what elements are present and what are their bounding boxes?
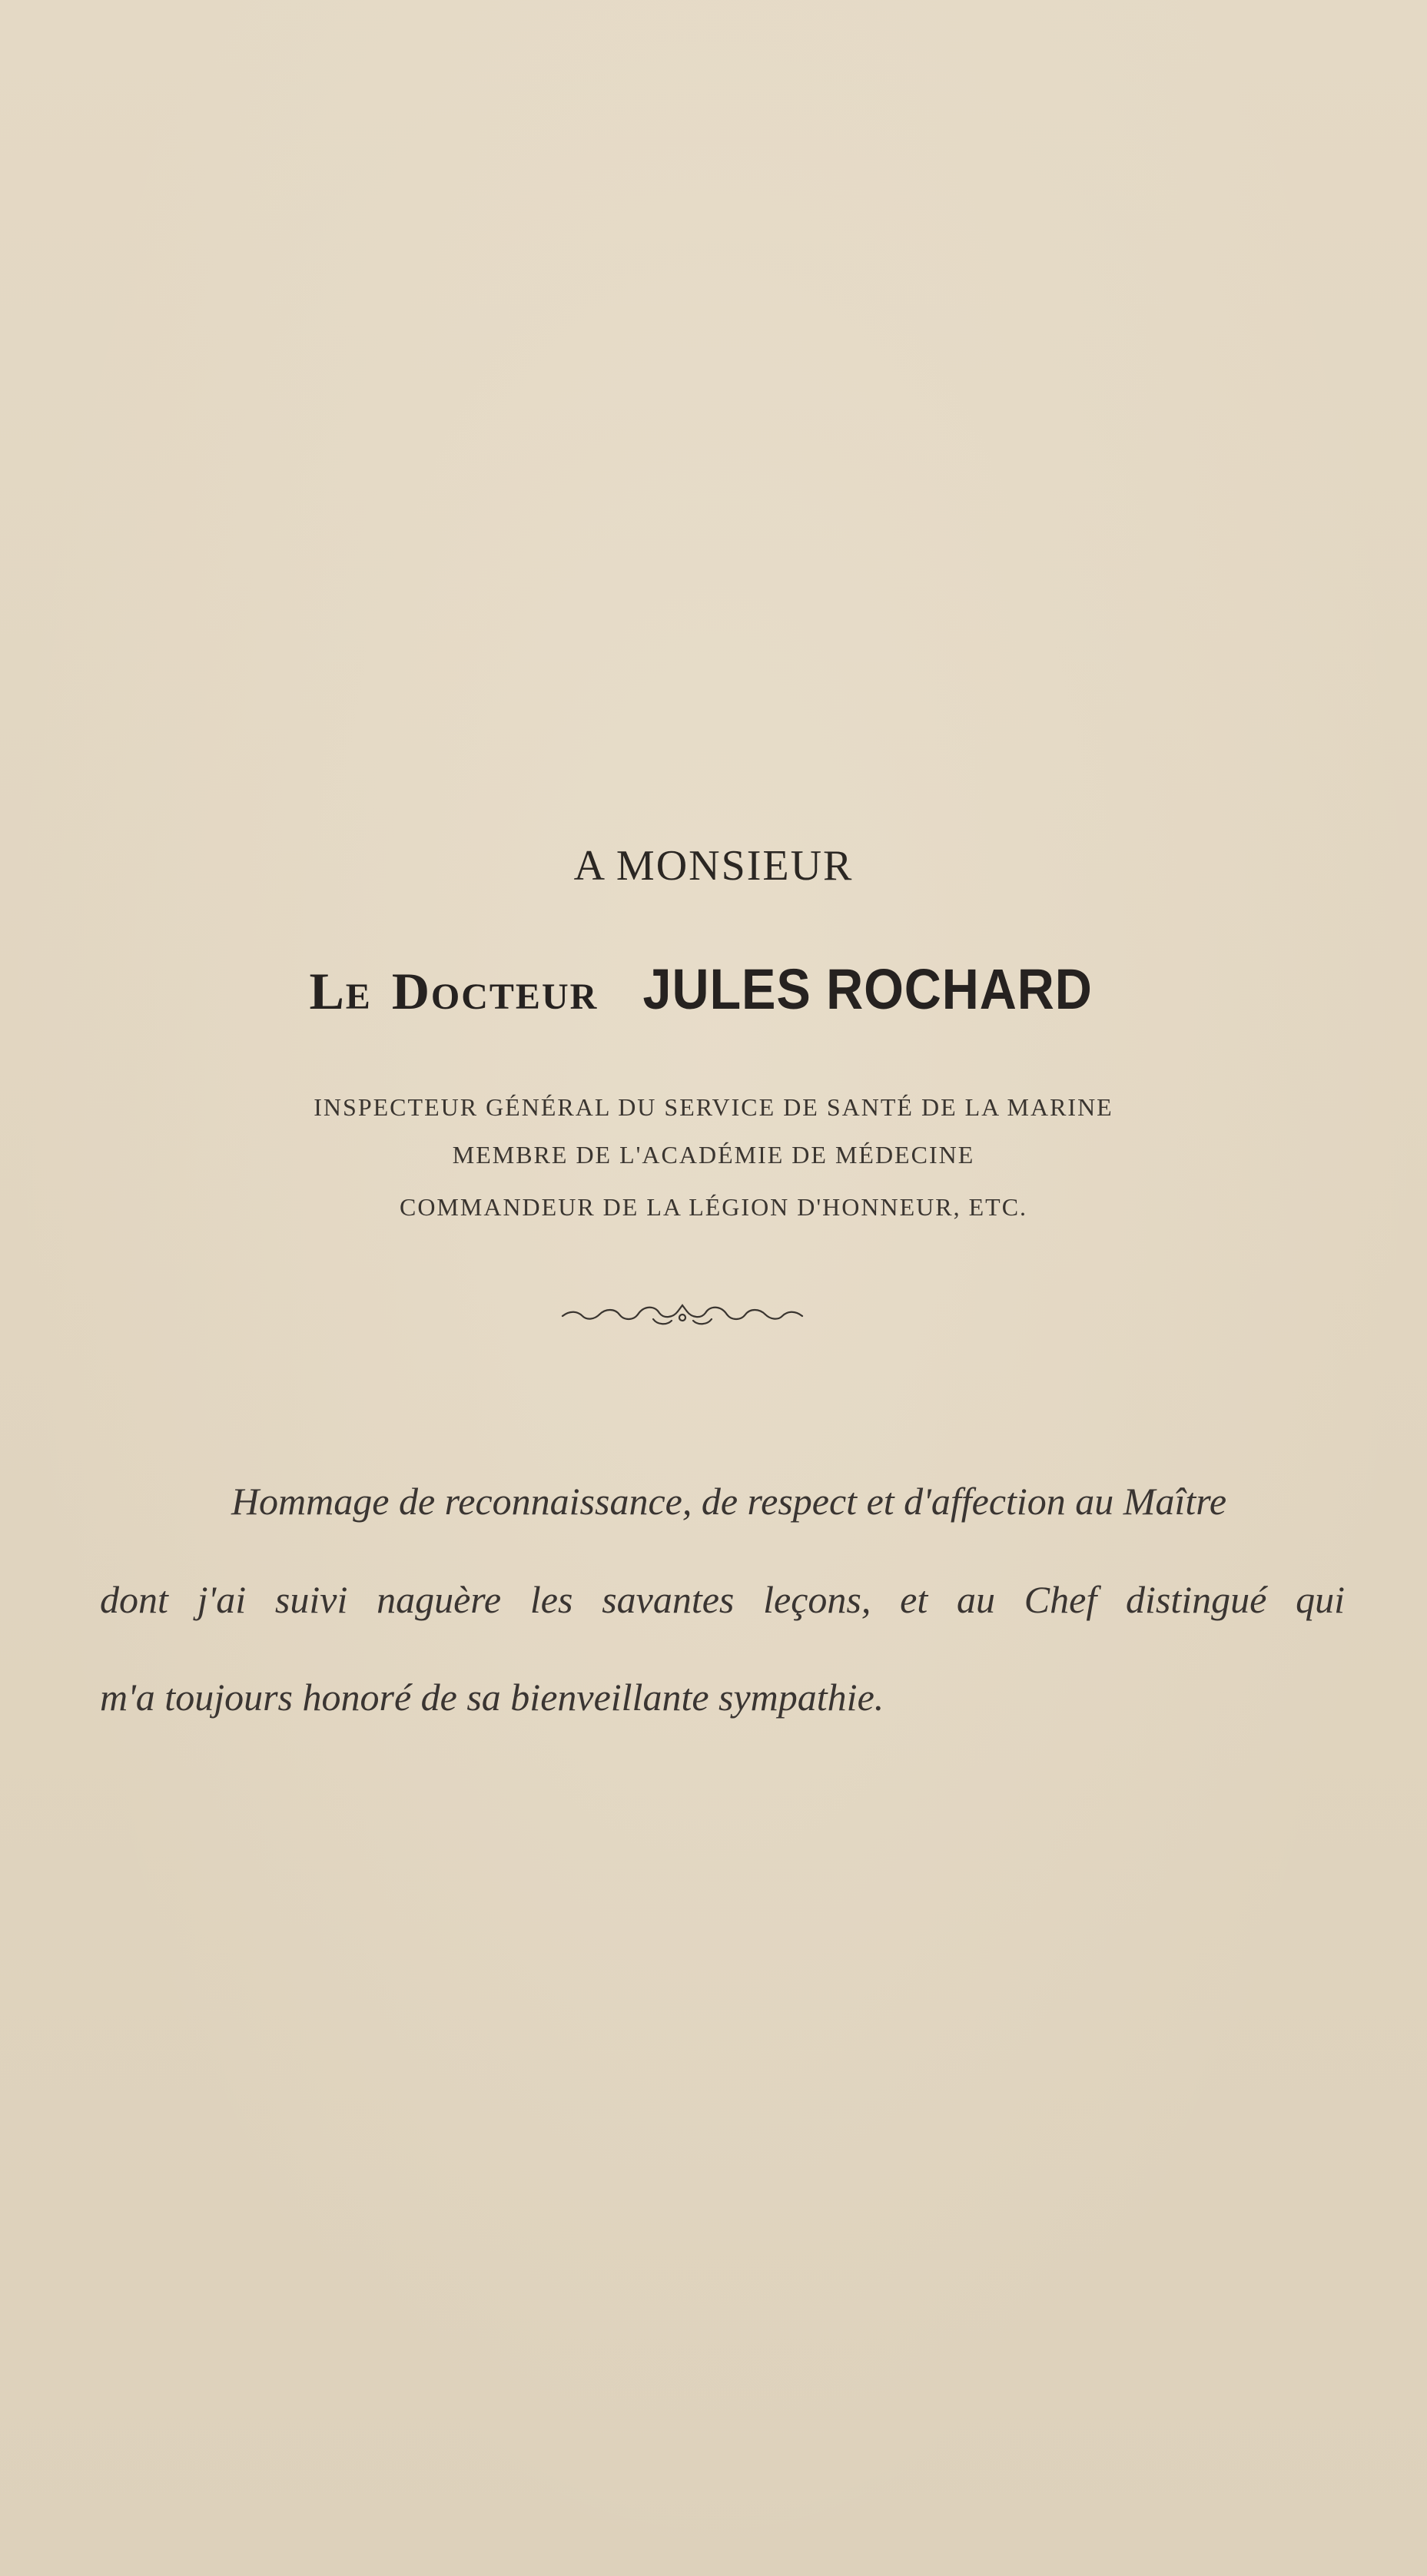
credential-academy: MEMBRE DE L'ACADÉMIE DE MÉDECINE [452, 1141, 975, 1169]
dedication-line-3: m'a toujours honoré de sa bienveillante sympathie. [100, 1676, 884, 1719]
credential-legion: COMMANDEUR DE LA LÉGION D'HONNEUR, ETC. [399, 1193, 1028, 1221]
dedication-line-1: Hommage de reconnaissance, de respect et d'affection au Maître [231, 1480, 1227, 1523]
honorific-prefix: Le [309, 962, 372, 1020]
dedicatee-full-name: JULES ROCHARD [642, 957, 1093, 1021]
dedicatee-name-line [0, 956, 1427, 1022]
salutation: A MONSIEUR [573, 842, 854, 890]
decorative-flourish-icon [559, 1295, 805, 1333]
honorific-title: Docteur [391, 962, 599, 1020]
dedication-line-2: dont j'ai suivi naguère les savantes leçons, et au Chef distingué qui [100, 1578, 1345, 1621]
credential-inspector: INSPECTEUR GÉNÉRAL DU SERVICE DE SANTÉ DE LA MARINE [314, 1093, 1113, 1121]
